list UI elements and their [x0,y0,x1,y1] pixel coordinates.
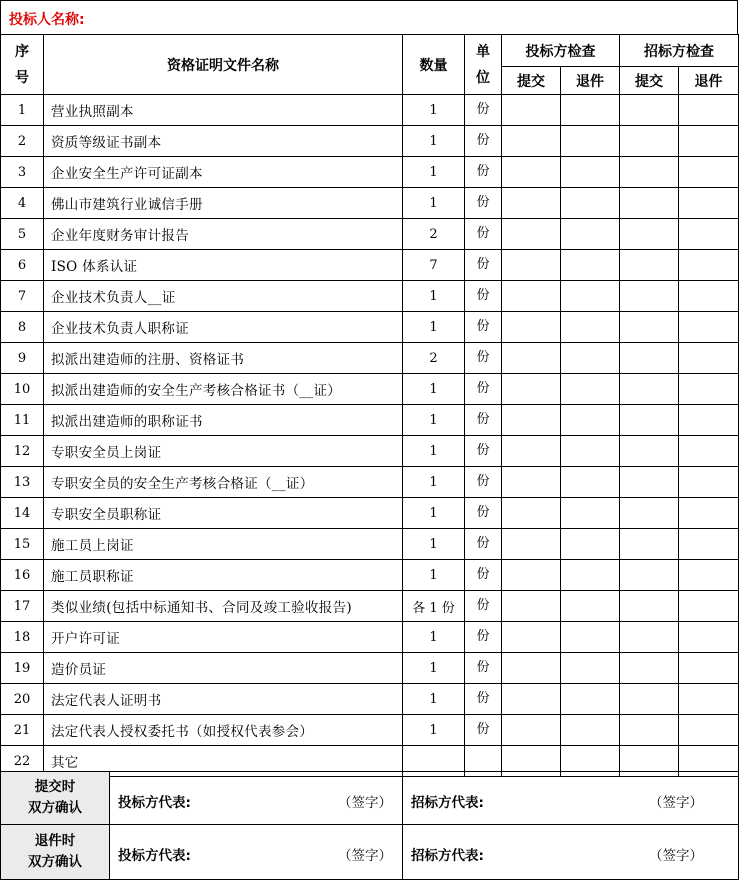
document-quantity: 1 [403,715,465,746]
document-unit: 份 [465,374,502,405]
document-unit: 份 [465,95,502,126]
row-number: 12 [1,436,44,467]
tenderer-return-header: 退件 [679,67,739,95]
document-quantity: 2 [403,343,465,374]
unit-header-char1: 单 [476,43,490,60]
document-quantity: 1 [403,312,465,343]
document-unit: 份 [465,529,502,560]
table-row [1,622,739,653]
bidder-return-cell[interactable] [561,281,620,312]
document-name: 佛山市建筑行业诚信手册 [44,188,403,219]
tenderer-submit-cell[interactable] [620,95,679,126]
tenderer-return-cell[interactable] [679,312,739,343]
tenderer-submit-cell[interactable] [620,188,679,219]
return-confirm-label [1,825,110,880]
table-row [1,684,739,715]
signature-mark: （签字） [338,848,392,864]
tenderer-return-cell[interactable] [679,529,739,560]
document-quantity: 7 [403,250,465,281]
bidder-submit-cell[interactable] [502,95,561,126]
document-name: 开户许可证 [44,622,403,653]
documents-table [0,34,739,777]
bidder-submit-cell[interactable] [502,219,561,250]
bidder-return-cell[interactable] [561,622,620,653]
table-row [1,219,739,250]
bidder-submit-cell[interactable] [502,715,561,746]
submit-tenderer-rep-cell[interactable] [403,772,739,825]
document-unit: 份 [465,312,502,343]
table-row [1,560,739,591]
bidder-submit-cell[interactable] [502,250,561,281]
bidder-submit-cell[interactable] [502,467,561,498]
table-row [1,188,739,219]
signature-mark: （签字） [649,848,703,864]
document-quantity: 1 [403,467,465,498]
document-name: 其它 [44,746,403,777]
tenderer-submit-cell[interactable] [620,622,679,653]
bidder-name-label: 投标人名称: [9,12,85,28]
tenderer-submit-cell[interactable] [620,591,679,622]
tenderer-return-cell[interactable] [679,126,739,157]
row-number: 5 [1,219,44,250]
row-number: 16 [1,560,44,591]
tenderer-submit-cell[interactable] [620,126,679,157]
tenderer-submit-cell[interactable] [620,684,679,715]
row-number: 14 [1,498,44,529]
table-row [1,715,739,746]
document-quantity: 各 1 份 [403,591,465,622]
document-name: 企业技术负责人职称证 [44,312,403,343]
bidder-return-cell[interactable] [561,436,620,467]
bidder-return-cell[interactable] [561,498,620,529]
document-quantity: 1 [403,95,465,126]
row-number: 7 [1,281,44,312]
document-name: 专职安全员职称证 [44,498,403,529]
document-name: 类似业绩(包括中标通知书、合同及竣工验收报告) [44,591,403,622]
document-quantity: 1 [403,157,465,188]
document-unit: 份 [465,250,502,281]
document-quantity: 1 [403,436,465,467]
bidder-return-cell[interactable] [561,95,620,126]
confirmation-table [0,771,739,880]
table-row [1,653,739,684]
return-tenderer-rep-cell[interactable] [403,825,739,880]
bidder-submit-cell[interactable] [502,157,561,188]
row-number: 19 [1,653,44,684]
tenderer-return-cell[interactable] [679,684,739,715]
document-name: 施工员职称证 [44,560,403,591]
seq-header-char1: 序 [15,43,29,60]
tenderer-submit-cell[interactable] [620,653,679,684]
document-unit: 份 [465,219,502,250]
signature-mark: （签字） [649,795,703,811]
document-quantity: 1 [403,405,465,436]
document-name: ISO 体系认证 [44,250,403,281]
document-name: 造价员证 [44,653,403,684]
bidder-return-cell[interactable] [561,343,620,374]
document-name: 营业执照副本 [44,95,403,126]
bidder-return-cell[interactable] [561,312,620,343]
bidder-submit-cell[interactable] [502,653,561,684]
document-unit: 份 [465,188,502,219]
row-number: 6 [1,250,44,281]
document-name: 专职安全员的安全生产考核合格证（__证） [44,467,403,498]
row-number: 11 [1,405,44,436]
row-number: 10 [1,374,44,405]
table-row [1,312,739,343]
document-unit: 份 [465,653,502,684]
tenderer-return-cell[interactable] [679,374,739,405]
tenderer-submit-cell[interactable] [620,560,679,591]
bidder-submit-cell[interactable] [502,560,561,591]
table-row [1,405,739,436]
document-quantity: 1 [403,653,465,684]
document-name: 拟派出建造师的安全生产考核合格证书（__证） [44,374,403,405]
bidder-submit-cell[interactable] [502,498,561,529]
row-number: 9 [1,343,44,374]
bidder-return-cell[interactable] [561,684,620,715]
bidder-submit-cell[interactable] [502,281,561,312]
document-quantity: 1 [403,498,465,529]
table-row [1,467,739,498]
table-row [1,343,739,374]
document-unit: 份 [465,467,502,498]
bidder-submit-cell[interactable] [502,529,561,560]
return-bidder-rep-cell[interactable] [110,825,403,880]
bidder-submit-header: 提交 [502,67,561,95]
document-quantity: 1 [403,622,465,653]
bidder-submit-cell[interactable] [502,343,561,374]
document-quantity: 1 [403,529,465,560]
tenderer-return-cell[interactable] [679,436,739,467]
document-quantity: 1 [403,560,465,591]
tenderer-return-cell[interactable] [679,405,739,436]
bidder-return-cell[interactable] [561,653,620,684]
bidder-return-cell[interactable] [561,126,620,157]
qty-header: 数量 [403,35,465,95]
tenderer-submit-cell[interactable] [620,405,679,436]
document-unit: 份 [465,591,502,622]
submit-confirm-line1: 提交时 [34,779,76,795]
tenderer-submit-cell[interactable] [620,157,679,188]
bidder-return-cell[interactable] [561,467,620,498]
bidder-return-cell[interactable] [561,219,620,250]
document-name: 施工员上岗证 [44,529,403,560]
tenderer-submit-cell[interactable] [620,219,679,250]
bidder-submit-cell[interactable] [502,684,561,715]
row-number: 17 [1,591,44,622]
bidder-return-cell[interactable] [561,157,620,188]
document-unit: 份 [465,126,502,157]
bidder-return-cell[interactable] [561,250,620,281]
tenderer-return-cell[interactable] [679,157,739,188]
document-quantity: 1 [403,281,465,312]
bidder-return-cell[interactable] [561,591,620,622]
submit-confirm-line2: 双方确认 [28,800,82,816]
submit-bidder-rep-cell[interactable] [110,772,403,825]
document-name: 拟派出建造师的职称证书 [44,405,403,436]
bidder-submit-cell[interactable] [502,374,561,405]
row-number: 2 [1,126,44,157]
tenderer-return-cell[interactable] [679,560,739,591]
bidder-submit-cell[interactable] [502,126,561,157]
row-number: 18 [1,622,44,653]
bidder-return-cell[interactable] [561,374,620,405]
bidder-return-header: 退件 [561,67,620,95]
return-confirm-line1: 退件时 [34,833,76,849]
table-row [1,374,739,405]
document-name: 企业安全生产许可证副本 [44,157,403,188]
submit-confirm-label [1,772,110,825]
row-number: 3 [1,157,44,188]
tenderer-rep-label: 招标方代表: [411,848,484,864]
tenderer-submit-cell[interactable] [620,374,679,405]
bidder-name-bar [0,0,738,34]
row-number: 8 [1,312,44,343]
tenderer-submit-cell[interactable] [620,529,679,560]
table-row [1,250,739,281]
tenderer-check-header: 招标方检查 [620,35,739,67]
bidder-rep-label: 投标方代表: [118,848,191,864]
tenderer-return-cell[interactable] [679,498,739,529]
tenderer-return-cell[interactable] [679,250,739,281]
document-name: 法定代表人授权委托书（如授权代表参会） [44,715,403,746]
table-row [1,95,739,126]
bidder-submit-cell[interactable] [502,405,561,436]
tenderer-submit-cell[interactable] [620,312,679,343]
document-name: 企业技术负责人__证 [44,281,403,312]
doc-name-header: 资格证明文件名称 [44,35,403,95]
tenderer-return-cell[interactable] [679,188,739,219]
tenderer-return-cell[interactable] [679,343,739,374]
bidder-submit-cell[interactable] [502,436,561,467]
document-unit: 份 [465,560,502,591]
bidder-return-cell[interactable] [561,560,620,591]
document-name: 企业年度财务审计报告 [44,219,403,250]
bidder-check-header: 投标方检查 [502,35,620,67]
document-unit: 份 [465,281,502,312]
table-row [1,281,739,312]
tenderer-rep-label: 招标方代表: [411,795,484,811]
tenderer-return-cell[interactable] [679,622,739,653]
tenderer-return-cell[interactable] [679,95,739,126]
document-quantity: 1 [403,126,465,157]
tenderer-submit-header: 提交 [620,67,679,95]
row-number: 13 [1,467,44,498]
document-unit: 份 [465,622,502,653]
table-row [1,126,739,157]
tenderer-return-cell[interactable] [679,653,739,684]
tenderer-submit-cell[interactable] [620,281,679,312]
row-number: 15 [1,529,44,560]
document-unit: 份 [465,405,502,436]
return-confirm-line2: 双方确认 [28,854,82,870]
table-row [1,529,739,560]
tenderer-return-cell[interactable] [679,715,739,746]
tenderer-submit-cell[interactable] [620,436,679,467]
bidder-return-cell[interactable] [561,715,620,746]
tenderer-return-cell[interactable] [679,281,739,312]
tenderer-submit-cell[interactable] [620,343,679,374]
tenderer-submit-cell[interactable] [620,250,679,281]
bidder-submit-cell[interactable] [502,622,561,653]
document-name: 专职安全员上岗证 [44,436,403,467]
row-number: 21 [1,715,44,746]
tenderer-submit-cell[interactable] [620,715,679,746]
document-name: 资质等级证书副本 [44,126,403,157]
table-row [1,157,739,188]
document-name: 法定代表人证明书 [44,684,403,715]
seq-header-char2: 号 [15,69,29,86]
tenderer-return-cell[interactable] [679,467,739,498]
bidder-rep-label: 投标方代表: [118,795,191,811]
tenderer-submit-cell[interactable] [620,498,679,529]
bidder-return-cell[interactable] [561,405,620,436]
bidder-submit-cell[interactable] [502,591,561,622]
document-quantity: 2 [403,219,465,250]
document-quantity: 1 [403,188,465,219]
tenderer-submit-cell[interactable] [620,467,679,498]
document-unit: 份 [465,436,502,467]
table-row [1,498,739,529]
unit-header [465,35,502,95]
unit-header-char2: 位 [476,69,490,86]
signature-mark: （签字） [338,795,392,811]
tenderer-return-cell[interactable] [679,591,739,622]
seq-header [1,35,44,95]
row-number: 22 [1,746,44,777]
bidder-submit-cell[interactable] [502,312,561,343]
row-number: 4 [1,188,44,219]
bidder-return-cell[interactable] [561,529,620,560]
document-unit: 份 [465,715,502,746]
bidder-return-cell[interactable] [561,188,620,219]
table-row [1,591,739,622]
document-name: 拟派出建造师的注册、资格证书 [44,343,403,374]
document-unit: 份 [465,343,502,374]
table-row [1,436,739,467]
document-unit: 份 [465,684,502,715]
row-number: 20 [1,684,44,715]
document-unit: 份 [465,157,502,188]
row-number: 1 [1,95,44,126]
document-quantity: 1 [403,374,465,405]
bidder-submit-cell[interactable] [502,188,561,219]
tenderer-return-cell[interactable] [679,219,739,250]
document-unit: 份 [465,498,502,529]
document-quantity: 1 [403,684,465,715]
